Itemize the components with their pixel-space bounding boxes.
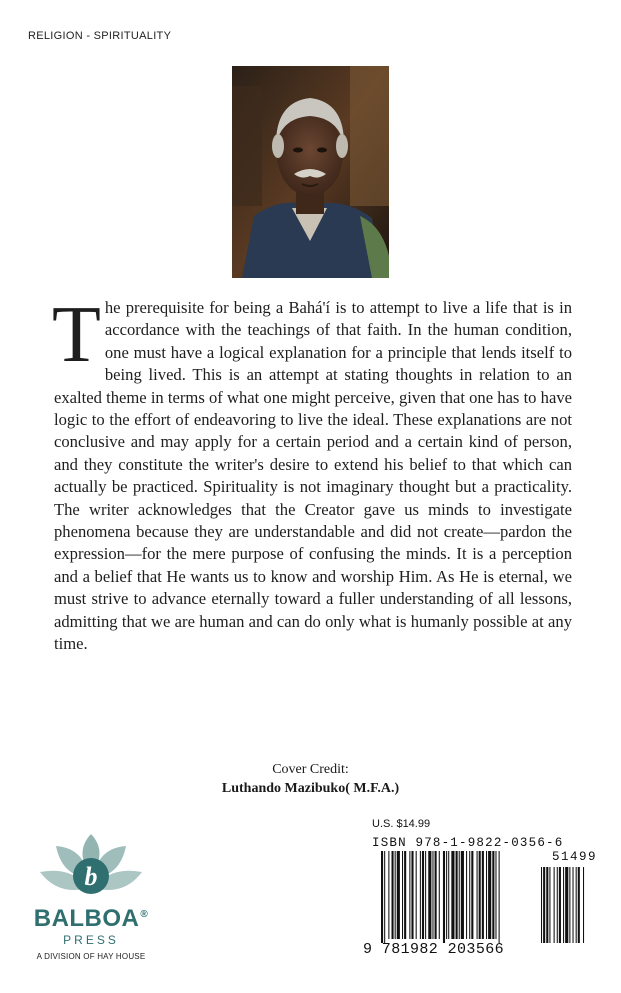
barcode-addon-bar	[559, 867, 561, 943]
author-photo	[232, 66, 389, 278]
author-photo-image	[232, 66, 389, 278]
barcode-bar	[456, 851, 458, 939]
barcode-bar	[432, 851, 433, 939]
barcode-bar	[384, 851, 385, 943]
cover-credit-label: Cover Credit:	[272, 762, 349, 777]
barcode-addon-bar	[543, 867, 545, 943]
blurb-text: he prerequisite for being a Bahá'í is to attempt to live a life that is in accordance with the teachings of that faith. In the human condition, one must have a logical explanation for a principle that lends itself to being lived. This is an attempt at stating thoughts in relation to an exalted theme in terms of what one might perceive, given that one has to have logic to the effort of endeavoring to live the ideal. These explanations are not conclusive and may apply for a certain period and a certain kind of person, and they constitute the writer's desire to extend his belief to that which can actually be practiced. Spirituality is not imaginary thought but a practicality. The writer acknowledges that the Creator gave us minds to investigate phenomena because they are understandable and did not create—pardon the expression—for the mere purpose of confusing the minds. It is a perception and a belief that He wants us to know and worship Him. As He is eternal, we must strive to advance eternally toward a fuller understanding of all lessons, admitting that we are human and can do only what is humanly possible at any time.	[54, 298, 572, 654]
svg-text:b: b	[84, 862, 98, 891]
back-cover-blurb	[52, 291, 572, 656]
barcode-addon-bar	[576, 867, 577, 943]
barcode-bar	[392, 851, 394, 939]
barcode-bar	[488, 851, 491, 939]
addon-digits: 51499	[552, 850, 598, 864]
barcode-bar	[439, 851, 440, 939]
barcode-addon-bar	[573, 867, 574, 943]
barcode-bar	[404, 851, 406, 939]
barcode-bar	[477, 851, 478, 939]
barcode-bar	[495, 851, 496, 939]
category-label: RELIGION - SPIRITUALITY	[28, 30, 172, 42]
cover-credit-name: Luthando Mazibuko( M.F.A.)	[221, 781, 400, 796]
barcode-addon-bar	[549, 867, 550, 943]
price-label: U.S. $14.99	[372, 818, 431, 830]
drop-cap: T	[52, 291, 101, 379]
publisher-logo	[26, 832, 156, 967]
barcode-bar	[471, 851, 473, 939]
barcode-bar	[381, 851, 383, 943]
barcode-bar	[448, 851, 449, 939]
barcode-addon-bar	[546, 867, 548, 943]
barcode-bar	[482, 851, 484, 939]
lotus-b-icon	[26, 832, 156, 908]
barcode-bar	[466, 851, 467, 939]
barcode-addon-bar	[578, 867, 580, 943]
barcode-bar	[388, 851, 389, 939]
isbn-barcode	[381, 851, 601, 943]
barcode-addon-bar	[563, 867, 564, 943]
barcode-digits: 9 781982 203566	[363, 941, 505, 958]
barcode-bar	[397, 851, 400, 939]
barcode-bar	[416, 851, 417, 939]
barcode-addon-bar	[565, 867, 568, 943]
barcode-bar	[395, 851, 396, 939]
barcode-bar	[451, 851, 454, 939]
barcode-bar	[469, 851, 470, 939]
barcode-addon-bar	[541, 867, 542, 943]
barcode-bar	[425, 851, 426, 939]
barcode-bar	[499, 851, 500, 943]
barcode-bar	[422, 851, 424, 939]
publisher-name: BALBOA®	[33, 905, 149, 932]
barcode-bar	[428, 851, 431, 939]
publisher-imprint: PRESS	[63, 933, 119, 947]
barcode-addon-bar	[583, 867, 584, 943]
barcode-bar	[435, 851, 437, 939]
barcode-addon-bar	[569, 867, 570, 943]
barcode-bar	[443, 851, 445, 943]
barcode-bar	[459, 851, 460, 939]
publisher-division: A DIVISION OF HAY HOUSE	[36, 952, 146, 961]
isbn-label: ISBN 978-1-9822-0356-6	[372, 836, 564, 850]
barcode-bar	[411, 851, 413, 939]
barcode-bar	[409, 851, 410, 939]
barcode-addon-bar	[554, 867, 555, 943]
barcode-bar	[446, 851, 447, 939]
barcode-bar	[402, 851, 403, 939]
barcode-bar	[492, 851, 494, 939]
barcode-bar	[420, 851, 421, 939]
cover-credit	[0, 760, 621, 798]
barcode-bar	[479, 851, 481, 939]
barcode-bar	[461, 851, 464, 939]
barcode-addon-bar	[557, 867, 558, 943]
barcode-bar	[486, 851, 487, 939]
